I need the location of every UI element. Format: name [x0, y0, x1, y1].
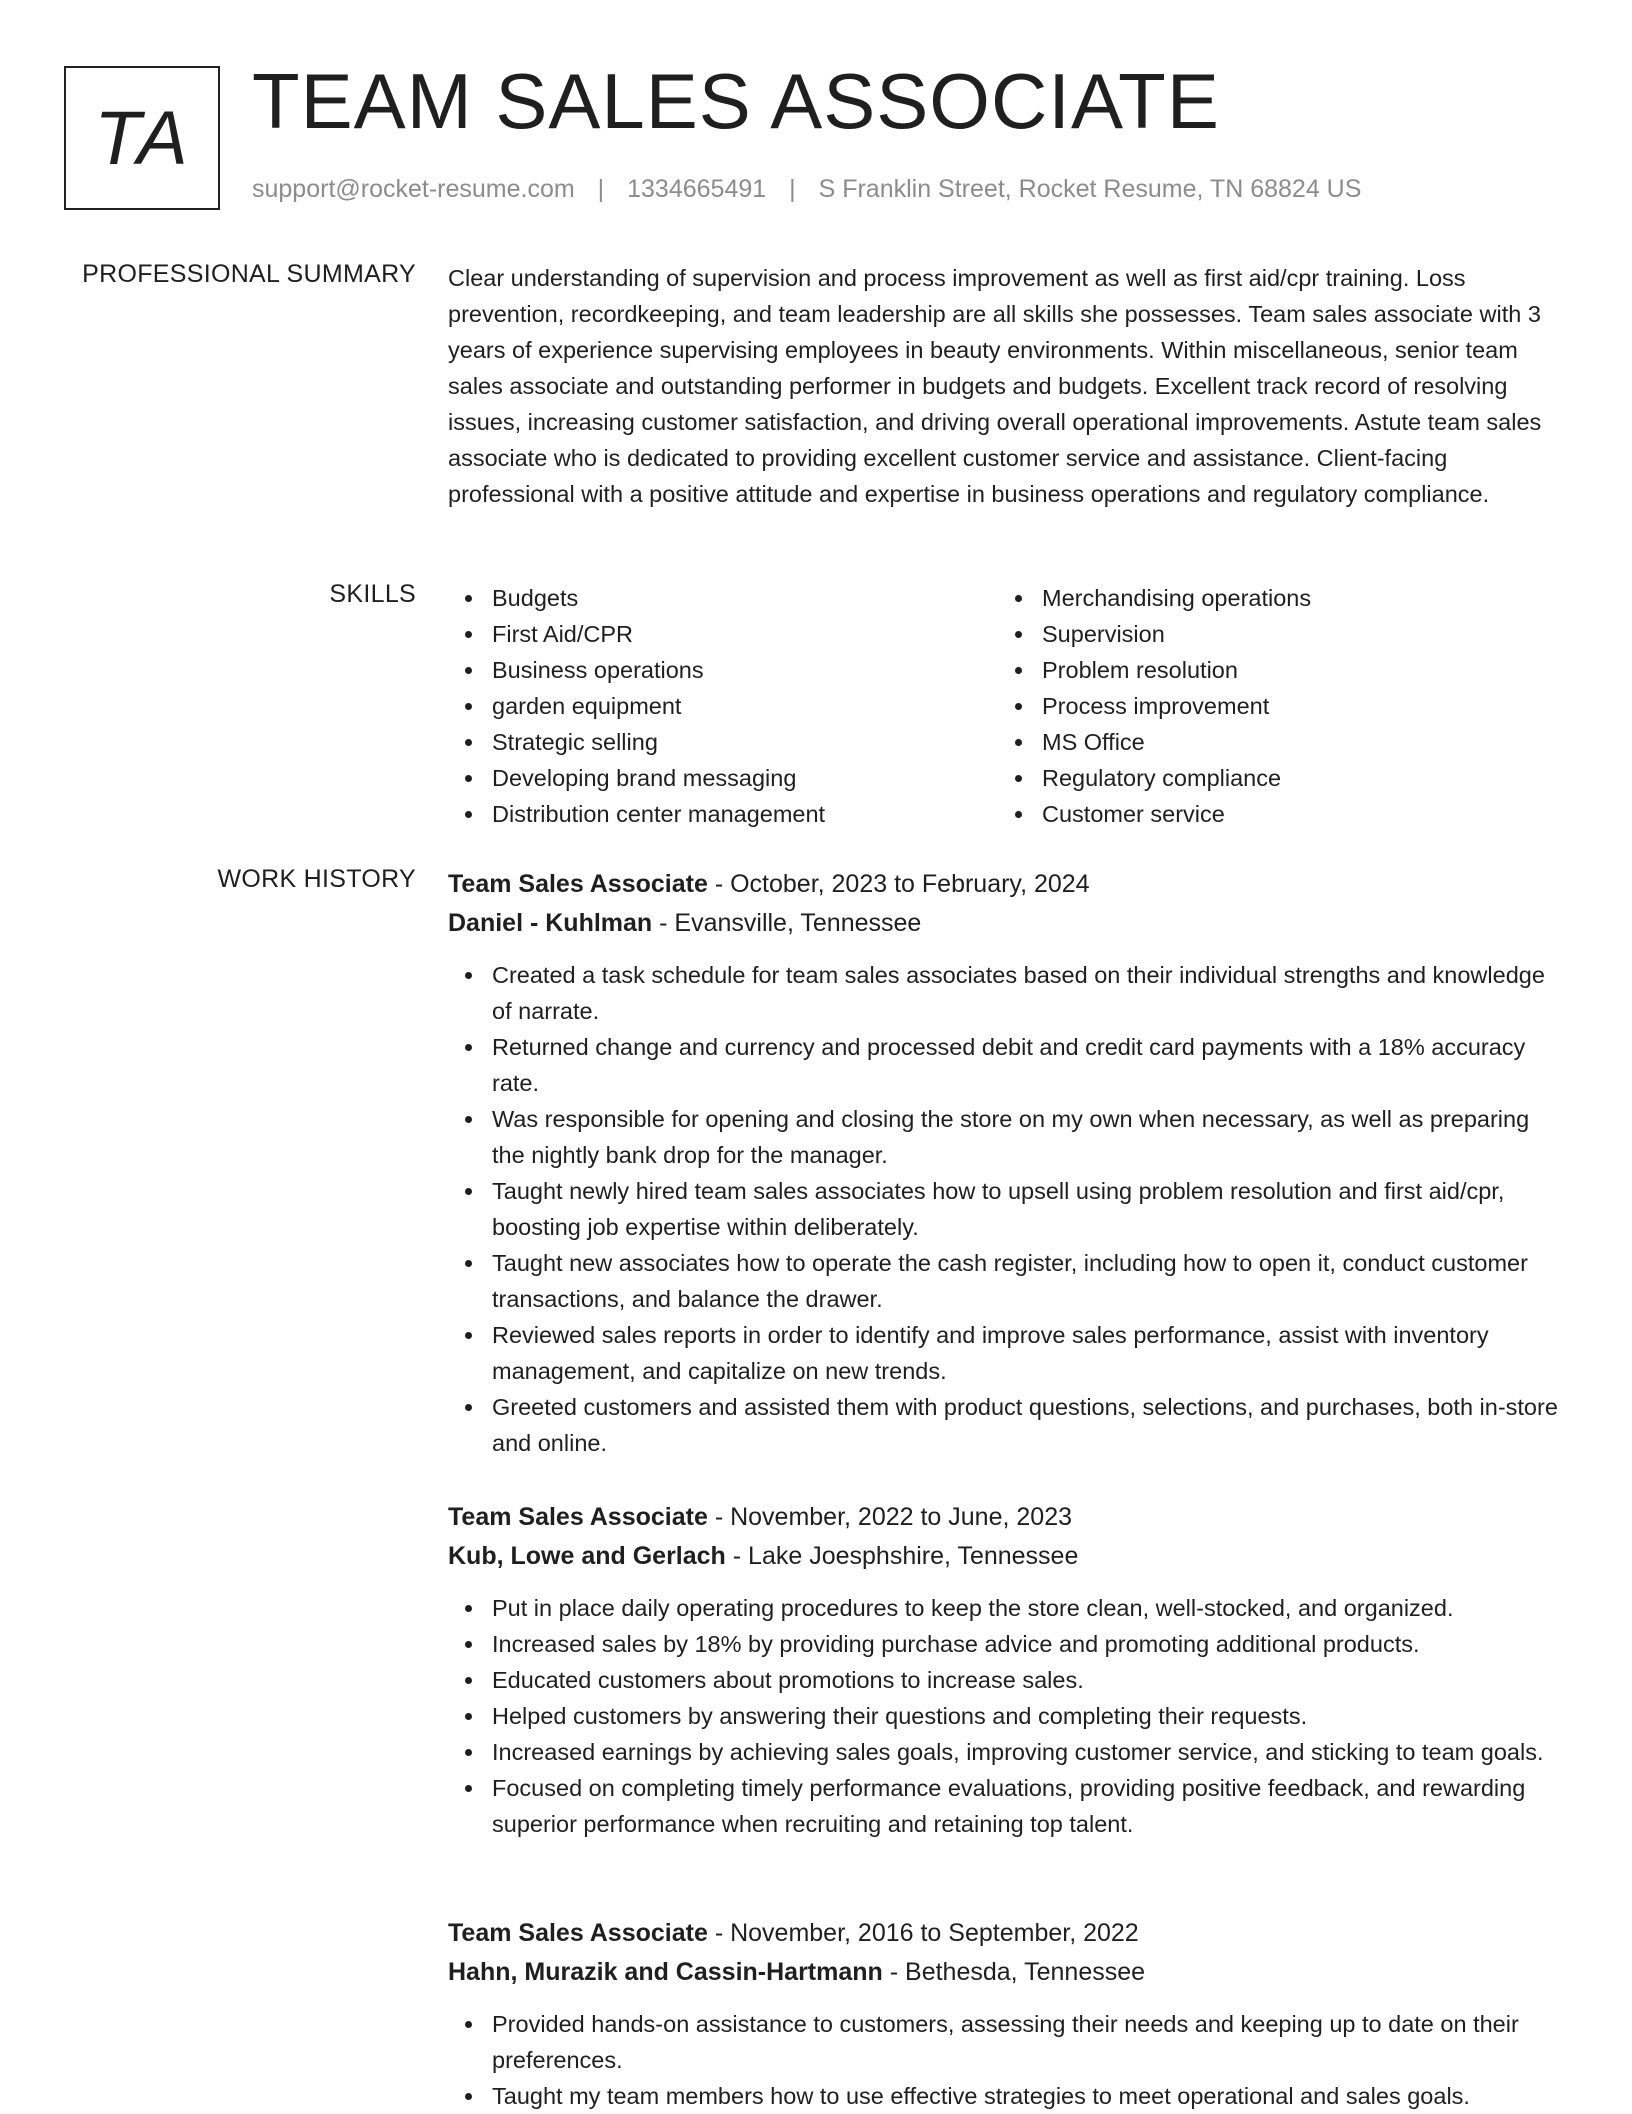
job-bullet: Greeted customers and assisted them with product questions, selections, and purchases, both in-store and online. [448, 1389, 1566, 1461]
job-bullet: Reviewed sales reports in order to identify and improve sales performance, assist with inventory management, and capitalize on new trends. [448, 1317, 1566, 1389]
skill-item: Process improvement [998, 688, 1548, 724]
job-bullet: Increased sales by 18% by providing purchase advice and promoting additional products. [448, 1626, 1566, 1662]
job-location: - Bethesda, Tennessee [882, 1958, 1146, 1986]
skill-item: Business operations [448, 652, 998, 688]
contact-phone[interactable]: 1334665491 [627, 175, 767, 203]
job-location: - Lake Joesphshire, Tennessee [725, 1542, 1079, 1570]
skill-item: MS Office [998, 724, 1548, 760]
job-dates: - October, 2023 to February, 2024 [707, 870, 1090, 898]
job-bullet: Taught newly hired team sales associates how to upsell using problem resolution and first aid/cpr, boosting job expertise within deliberately. [448, 1173, 1566, 1245]
skill-item: First Aid/CPR [448, 616, 998, 652]
job-company-line [448, 904, 1566, 943]
job-company-line [448, 1953, 1566, 1992]
job-bullet: Created a task schedule for team sales associates based on their individual strengths and knowledge of narrate. [448, 957, 1566, 1029]
skill-item: Supervision [998, 616, 1548, 652]
skill-item: Budgets [448, 580, 998, 616]
job-role: Team Sales Associate [448, 1919, 708, 1947]
contact-line [252, 175, 1361, 204]
job-company: Kub, Lowe and Gerlach [448, 1542, 726, 1570]
job-role-line [448, 1914, 1566, 1953]
section-title-skills: SKILLS [329, 580, 416, 608]
job-bullet: Put in place daily operating procedures to keep the store clean, well-stocked, and organized. [448, 1590, 1566, 1626]
job-bullet: Taught new associates how to operate the cash register, including how to open it, conduct customer transactions, and balance the drawer. [448, 1245, 1566, 1317]
monogram-logo [64, 66, 220, 210]
section-title-summary: PROFESSIONAL SUMMARY [82, 260, 416, 288]
job-bullet: Provided hands-on assistance to customers, assessing their needs and keeping up to date on their preferences. [448, 2006, 1566, 2078]
contact-separator: | [789, 175, 796, 203]
job-dates: - November, 2016 to September, 2022 [707, 1919, 1139, 1947]
job-entry [448, 865, 1566, 1461]
resume-title: TEAM SALES ASSOCIATE [252, 57, 1220, 145]
job-location: - Evansville, Tennessee [652, 909, 922, 937]
skill-item: Developing brand messaging [448, 760, 998, 796]
job-bullets [448, 1590, 1566, 1842]
monogram-text: TA [94, 95, 190, 181]
job-bullet: Taught my team members how to use effective strategies to meet operational and sales goals. [448, 2078, 1566, 2114]
skill-item: Merchandising operations [998, 580, 1548, 616]
job-bullets [448, 957, 1566, 1461]
job-role: Team Sales Associate [448, 1503, 708, 1531]
skill-item: Customer service [998, 796, 1548, 832]
job-entry [448, 1498, 1566, 1842]
skill-item: Strategic selling [448, 724, 998, 760]
skill-item: Regulatory compliance [998, 760, 1548, 796]
job-company-line [448, 1537, 1566, 1576]
skill-item: Distribution center management [448, 796, 998, 832]
job-role-line [448, 865, 1566, 904]
job-dates: - November, 2022 to June, 2023 [707, 1503, 1072, 1531]
job-role-line [448, 1498, 1566, 1537]
section-title-work-history: WORK HISTORY [217, 865, 416, 893]
job-bullet: Helped customers by answering their questions and completing their requests. [448, 1698, 1566, 1734]
skill-item: Problem resolution [998, 652, 1548, 688]
skills-list-left [448, 580, 998, 832]
job-bullet: Increased earnings by achieving sales goals, improving customer service, and sticking to team goals. [448, 1734, 1566, 1770]
skills-list-right [998, 580, 1548, 832]
job-company: Daniel - Kuhlman [448, 909, 653, 937]
job-bullet: Focused on completing timely performance evaluations, providing positive feedback, and rewarding superior performance when recruiting and retaining top talent. [448, 1770, 1566, 1842]
job-bullets [448, 2006, 1566, 2114]
job-role: Team Sales Associate [448, 870, 708, 898]
job-bullet: Returned change and currency and processed debit and credit card payments with a 18% accuracy rate. [448, 1029, 1566, 1101]
job-company: Hahn, Murazik and Cassin-Hartmann [448, 1958, 883, 1986]
skill-item: garden equipment [448, 688, 998, 724]
job-bullet: Was responsible for opening and closing the store on my own when necessary, as well as preparing the nightly bank drop for the manager. [448, 1101, 1566, 1173]
job-entry [448, 1914, 1566, 2114]
summary-text: Clear understanding of supervision and process improvement as well as first aid/cpr training. Loss prevention, recordkeeping, and team leadership are all skills she possesses. Team sales associate with 3 years of experience supervising employees in beauty environments. Within miscellaneous, senior team sales associate and outstanding performer in budgets and budgets. Excellent track record of resolving issues, increasing customer satisfaction, and driving overall operational improvements. Astute team sales associate who is dedicated to providing excellent customer service and assistance. Client-facing professional with a positive attitude and expertise in business operations and regulatory compliance. [448, 265, 1542, 507]
job-bullet: Educated customers about promotions to increase sales. [448, 1662, 1566, 1698]
contact-address: S Franklin Street, Rocket Resume, TN 68824 US [818, 175, 1362, 203]
contact-separator: | [597, 175, 605, 203]
contact-email[interactable]: support@rocket-resume.com [252, 175, 575, 203]
